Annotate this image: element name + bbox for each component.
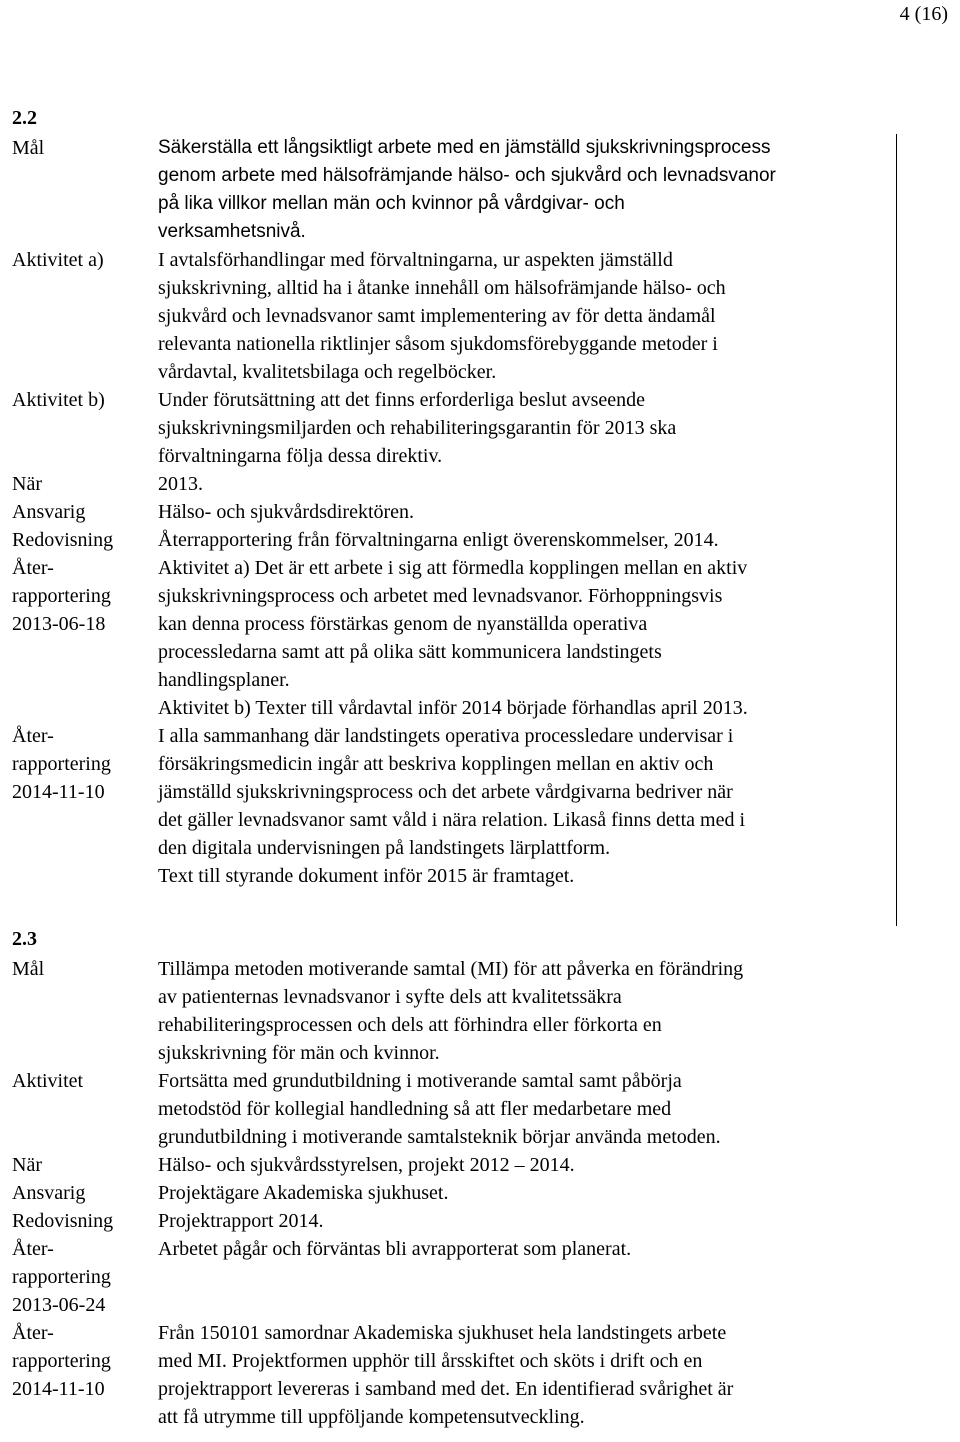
row-label: Åter- rapportering 2013-06-24 xyxy=(12,1238,111,1316)
text-line: av patienternas levnadsvanor i syfte dels att kvalitetssäkra xyxy=(158,986,622,1008)
text-line: 2013. xyxy=(158,473,203,495)
table-row xyxy=(0,1179,960,1207)
row-value xyxy=(158,134,938,246)
table-row xyxy=(0,554,960,722)
text-line: Projektägare Akademiska sjukhuset. xyxy=(158,1182,449,1204)
row-label: Mål xyxy=(12,137,45,159)
text-line: relevanta nationella riktlinjer såsom sjukdomsförebyggande metoder i xyxy=(158,333,718,355)
text-line: vårdavtal, kvalitetsbilaga och regelböcker. xyxy=(158,361,497,383)
table-row xyxy=(0,1067,960,1151)
text-line: Aktivitet b) Texter till vårdavtal inför 2014 började förhandlas april 2013. xyxy=(158,697,748,719)
section-heading: 2.3 xyxy=(12,928,37,950)
row-value xyxy=(158,246,938,386)
text-line: I alla sammanhang där landstingets operativa processledare undervisar i xyxy=(158,725,734,747)
text-line: sjukvård och levnadsvanor samt implementering av för detta ändamål xyxy=(158,305,716,327)
row-label: När xyxy=(12,1154,42,1176)
text-line: Fortsätta med grundutbildning i motiverande samtal samt påbörja xyxy=(158,1070,682,1092)
row-value xyxy=(158,1207,938,1235)
page-number: 4 (16) xyxy=(899,3,948,25)
text-line: Från 150101 samordnar Akademiska sjukhuset hela landstingets arbete xyxy=(158,1322,727,1344)
text-line: att få utrymme till uppföljande kompetensutveckling. xyxy=(158,1406,585,1428)
row-value xyxy=(158,722,938,890)
row-value xyxy=(158,386,938,470)
row-value xyxy=(158,1151,938,1179)
table-row xyxy=(0,470,960,498)
text-line: kan denna process förstärkas genom de nyanställda operativa xyxy=(158,613,648,635)
text-line: sjukskrivningsmiljarden och rehabiliteringsgarantin för 2013 ska xyxy=(158,417,677,439)
row-label: Åter- rapportering 2014-11-10 xyxy=(12,1322,111,1400)
row-label: Aktivitet xyxy=(12,1070,84,1092)
text-line: projektrapport levereras i samband med det. En identifierad svårighet är xyxy=(158,1378,734,1400)
text-line: Säkerställa ett långsiktligt arbete med en jämställd sjukskrivningsprocess xyxy=(158,137,771,158)
text-line: Hälso- och sjukvårdsstyrelsen, projekt 2012 – 2014. xyxy=(158,1154,575,1176)
row-label: Ansvarig xyxy=(12,501,86,523)
text-line: Text till styrande dokument inför 2015 är framtaget. xyxy=(158,865,575,887)
text-line: Tillämpa metoden motiverande samtal (MI) för att påverka en förändring xyxy=(158,958,744,980)
text-line: Under förutsättning att det finns erforderliga beslut avseende xyxy=(158,389,646,411)
text-line: jämställd sjukskrivningsprocess och det arbete vårdgivarna bedriver när xyxy=(158,781,733,803)
row-value xyxy=(158,1235,938,1263)
row-value xyxy=(158,526,938,554)
text-line: sjukskrivning för män och kvinnor. xyxy=(158,1042,440,1064)
text-line: I avtalsförhandlingar med förvaltningarna, ur aspekten jämställd xyxy=(158,249,673,271)
section-heading: 2.2 xyxy=(12,107,37,129)
text-line: Hälso- och sjukvårdsdirektören. xyxy=(158,501,415,523)
text-line: metodstöd för kollegial handledning så att fler medarbetare med xyxy=(158,1098,672,1120)
table-row xyxy=(0,246,960,386)
row-value xyxy=(158,1319,938,1431)
text-line: Aktivitet a) Det är ett arbete i sig att förmedla kopplingen mellan en aktiv xyxy=(158,557,748,579)
table-row xyxy=(0,955,960,1067)
table-row xyxy=(0,1235,960,1319)
row-label: Ansvarig xyxy=(12,1182,86,1204)
row-label: Mål xyxy=(12,958,45,980)
table-row xyxy=(0,134,960,246)
table-row xyxy=(0,722,960,890)
row-value xyxy=(158,1179,938,1207)
text-line: Projektrapport 2014. xyxy=(158,1210,324,1232)
table-row xyxy=(0,1207,960,1235)
text-line: processledarna samt att på olika sätt kommunicera landstingets xyxy=(158,641,662,663)
text-line: förvaltningarna följa dessa direktiv. xyxy=(158,445,443,467)
text-line: Återrapportering från förvaltningarna enligt överenskommelser, 2014. xyxy=(158,529,719,551)
text-line: rehabiliteringsprocessen och dels att förhindra eller förkorta en xyxy=(158,1014,662,1036)
text-line: sjukskrivningsprocess och arbetet med levnadsvanor. Förhoppningsvis xyxy=(158,585,723,607)
row-label: Åter- rapportering 2014-11-10 xyxy=(12,725,111,803)
table-row xyxy=(0,386,960,470)
row-value xyxy=(158,498,938,526)
text-line: sjukskrivning, alltid ha i åtanke innehåll om hälsofrämjande hälso- och xyxy=(158,277,726,299)
text-line: det gäller levnadsvanor samt våld i nära relation. Likaså finns detta med i xyxy=(158,809,746,831)
text-line: Arbetet pågår och förväntas bli avrapporterat som planerat. xyxy=(158,1238,632,1260)
table-row xyxy=(0,1319,960,1431)
section-table xyxy=(0,134,960,890)
row-value xyxy=(158,955,938,1067)
text-line: verksamhetsnivå. xyxy=(158,221,306,242)
table-row xyxy=(0,498,960,526)
row-value xyxy=(158,554,938,722)
text-line: med MI. Projektformen upphör till årsskiftet och sköts i drift och en xyxy=(158,1350,703,1372)
section-table xyxy=(0,955,960,1431)
row-value xyxy=(158,1067,938,1151)
text-line: på lika villkor mellan män och kvinnor på vårdgivar- och xyxy=(158,193,625,214)
row-label: Aktivitet a) xyxy=(12,249,104,271)
table-row xyxy=(0,526,960,554)
row-value xyxy=(158,470,938,498)
row-label: Åter- rapportering 2013-06-18 xyxy=(12,557,111,635)
row-label: Aktivitet b) xyxy=(12,389,105,411)
text-line: genom arbete med hälsofrämjande hälso- och sjukvård och levnadsvanor xyxy=(158,165,776,186)
text-line: handlingsplaner. xyxy=(158,669,290,691)
table-row xyxy=(0,1151,960,1179)
row-label: När xyxy=(12,473,42,495)
text-line: försäkringsmedicin ingår att beskriva kopplingen mellan en aktiv och xyxy=(158,753,714,775)
row-label: Redovisning xyxy=(12,529,114,551)
row-label: Redovisning xyxy=(12,1210,114,1232)
text-line: den digitala undervisningen på landstingets lärplattform. xyxy=(158,837,611,859)
text-line: grundutbildning i motiverande samtalsteknik börjar använda metoden. xyxy=(158,1126,721,1148)
